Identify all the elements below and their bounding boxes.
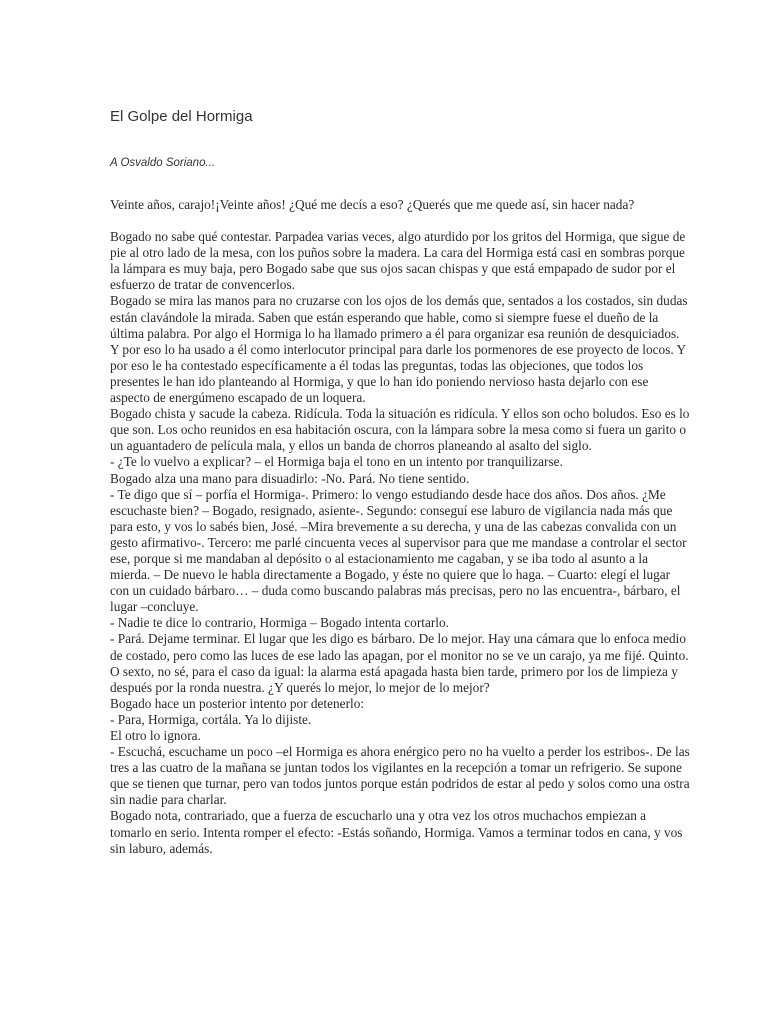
paragraph: - Te digo que sí – porfía el Hormiga-. Primero: lo vengo estudiando desde hace dos años. Dos años. ¿Me escuchaste bien? – Bogado, resignado, asiente-. Segundo: conseguí ese laburo de vigilancia nada más que para esto, y vos lo sabés bien, José. –Mira brevemente a su derecha, y una de las cabezas convalida con un gesto afirmativo-. Tercero: me parlé cincuenta veces al supervisor para que me mandase a controlar el sector ese, porque si me mandaban al depósito o al estacionamiento me cagaban, y se iba todo al asunto a la mierda. – De nuevo le habla directamente a Bogado, y éste no quiere que lo haga. – Cuarto: elegí el lugar con un cuidado bárbaro… – duda como buscando palabras más precisas, pero no las encuentra-, bárbaro, el lugar –concluye. xyxy=(110,486,687,615)
paragraph: - ¿Te lo vuelvo a explicar? – el Hormiga baja el tono en un intento por tranquilizarse. xyxy=(110,454,563,470)
paragraph: El otro lo ignora. xyxy=(110,728,201,743)
paragraph: - Para, Hormiga, cortála. Ya lo dijiste. xyxy=(110,711,312,727)
paragraph: Bogado chista y sacude la cabeza. Ridícula. Toda la situación es ridícula. Y ellos son ocho boludos. Eso es lo que son. Los ocho reunidos en esa habitación oscura, con la lámpara sobre la mesa como si fuera un garito o un aguantadero de película mala, y ellos un banda de chorros planeando al asalto del siglo. xyxy=(110,406,690,454)
document-body xyxy=(110,197,690,857)
dedication: A Osvaldo Soriano... xyxy=(110,157,216,169)
paragraph: - Escuchá, escuchame un poco –el Hormiga es ahora enérgico pero no ha vuelto a perder los estribos-. De las tres a las cuatro de la mañana se juntan todos los vigilantes en la recepción a tomar un refrigerio. Se supone que se tienen que turnar, pero van todos juntos porque están podridos de estar al pedo y solos como una ostra sin nadie para charlar. xyxy=(110,744,690,808)
paragraph: Bogado se mira las manos para no cruzarse con los ojos de los demás que, sentados a los costados, sin dudas están clavándole la mirada. Saben que están esperando que hable, como si siempre fuese el dueño de la última palabra. Por algo el Hormiga lo ha llamado primero a él para organizar esa reunión de desquiciados. Y por eso lo ha usado a él como interlocutor principal para darle los pormenores de ese proyecto de locos. Y por eso le ha contestado específicamente a él todas las preguntas, todas las objeciones, que todos los presentes le han ido planteando al Hormiga, y que lo han ido poniendo nervioso hasta dejarlo con ese aspecto de energúmeno escapado de un loquera. xyxy=(110,293,688,406)
paragraph: - Pará. Dejame terminar. El lugar que les digo es bárbaro. De lo mejor. Hay una cámara que lo enfoca medio de costado, pero como las luces de ese lado las apagan, por el monitor no se ve un carajo, ya me fijé. Quinto. O sexto, no sé, para el caso da igual: la alarma está apagada hasta bien tarde, primero por los de limpieza y después por la ronda nuestra. ¿Y querés lo mejor, lo mejor de lo mejor? xyxy=(110,631,689,695)
paragraph: Bogado alza una mano para disuadirlo: -No. Pará. No tiene sentido. xyxy=(110,470,470,486)
paragraph: Veinte años, carajo!¡Veinte años! ¿Qué me decís a eso? ¿Querés que me quede así, sin hacer nada? xyxy=(110,197,635,212)
paragraph: Bogado no sabe qué contestar. Parpadea varias veces, algo aturdido por los gritos del Hormiga, que sigue de pie al otro lado de la mesa, con los puños sobre la madera. La cara del Hormiga está casi en sombras porque la lámpara es muy baja, pero Bogado sabe que sus ojos sacan chispas y que está empapado de sudor por el esfuerzo de tratar de convencerlos. xyxy=(110,229,686,293)
paragraph: - Nadie te dice lo contrario, Hormiga – Bogado intenta cortarlo. xyxy=(110,615,449,631)
paragraph: Bogado nota, contrariado, que a fuerza de escucharlo una y otra vez los otros muchachos empiezan a tomarlo en serio. Intenta romper el efecto: -Estás soñando, Hormiga. Vamos a terminar todos en cana, y vos sin laburo, además. xyxy=(110,808,683,856)
paragraph: Bogado hace un posterior intento por detenerlo: xyxy=(110,695,365,711)
document-title: El Golpe del Hormiga xyxy=(110,108,253,125)
